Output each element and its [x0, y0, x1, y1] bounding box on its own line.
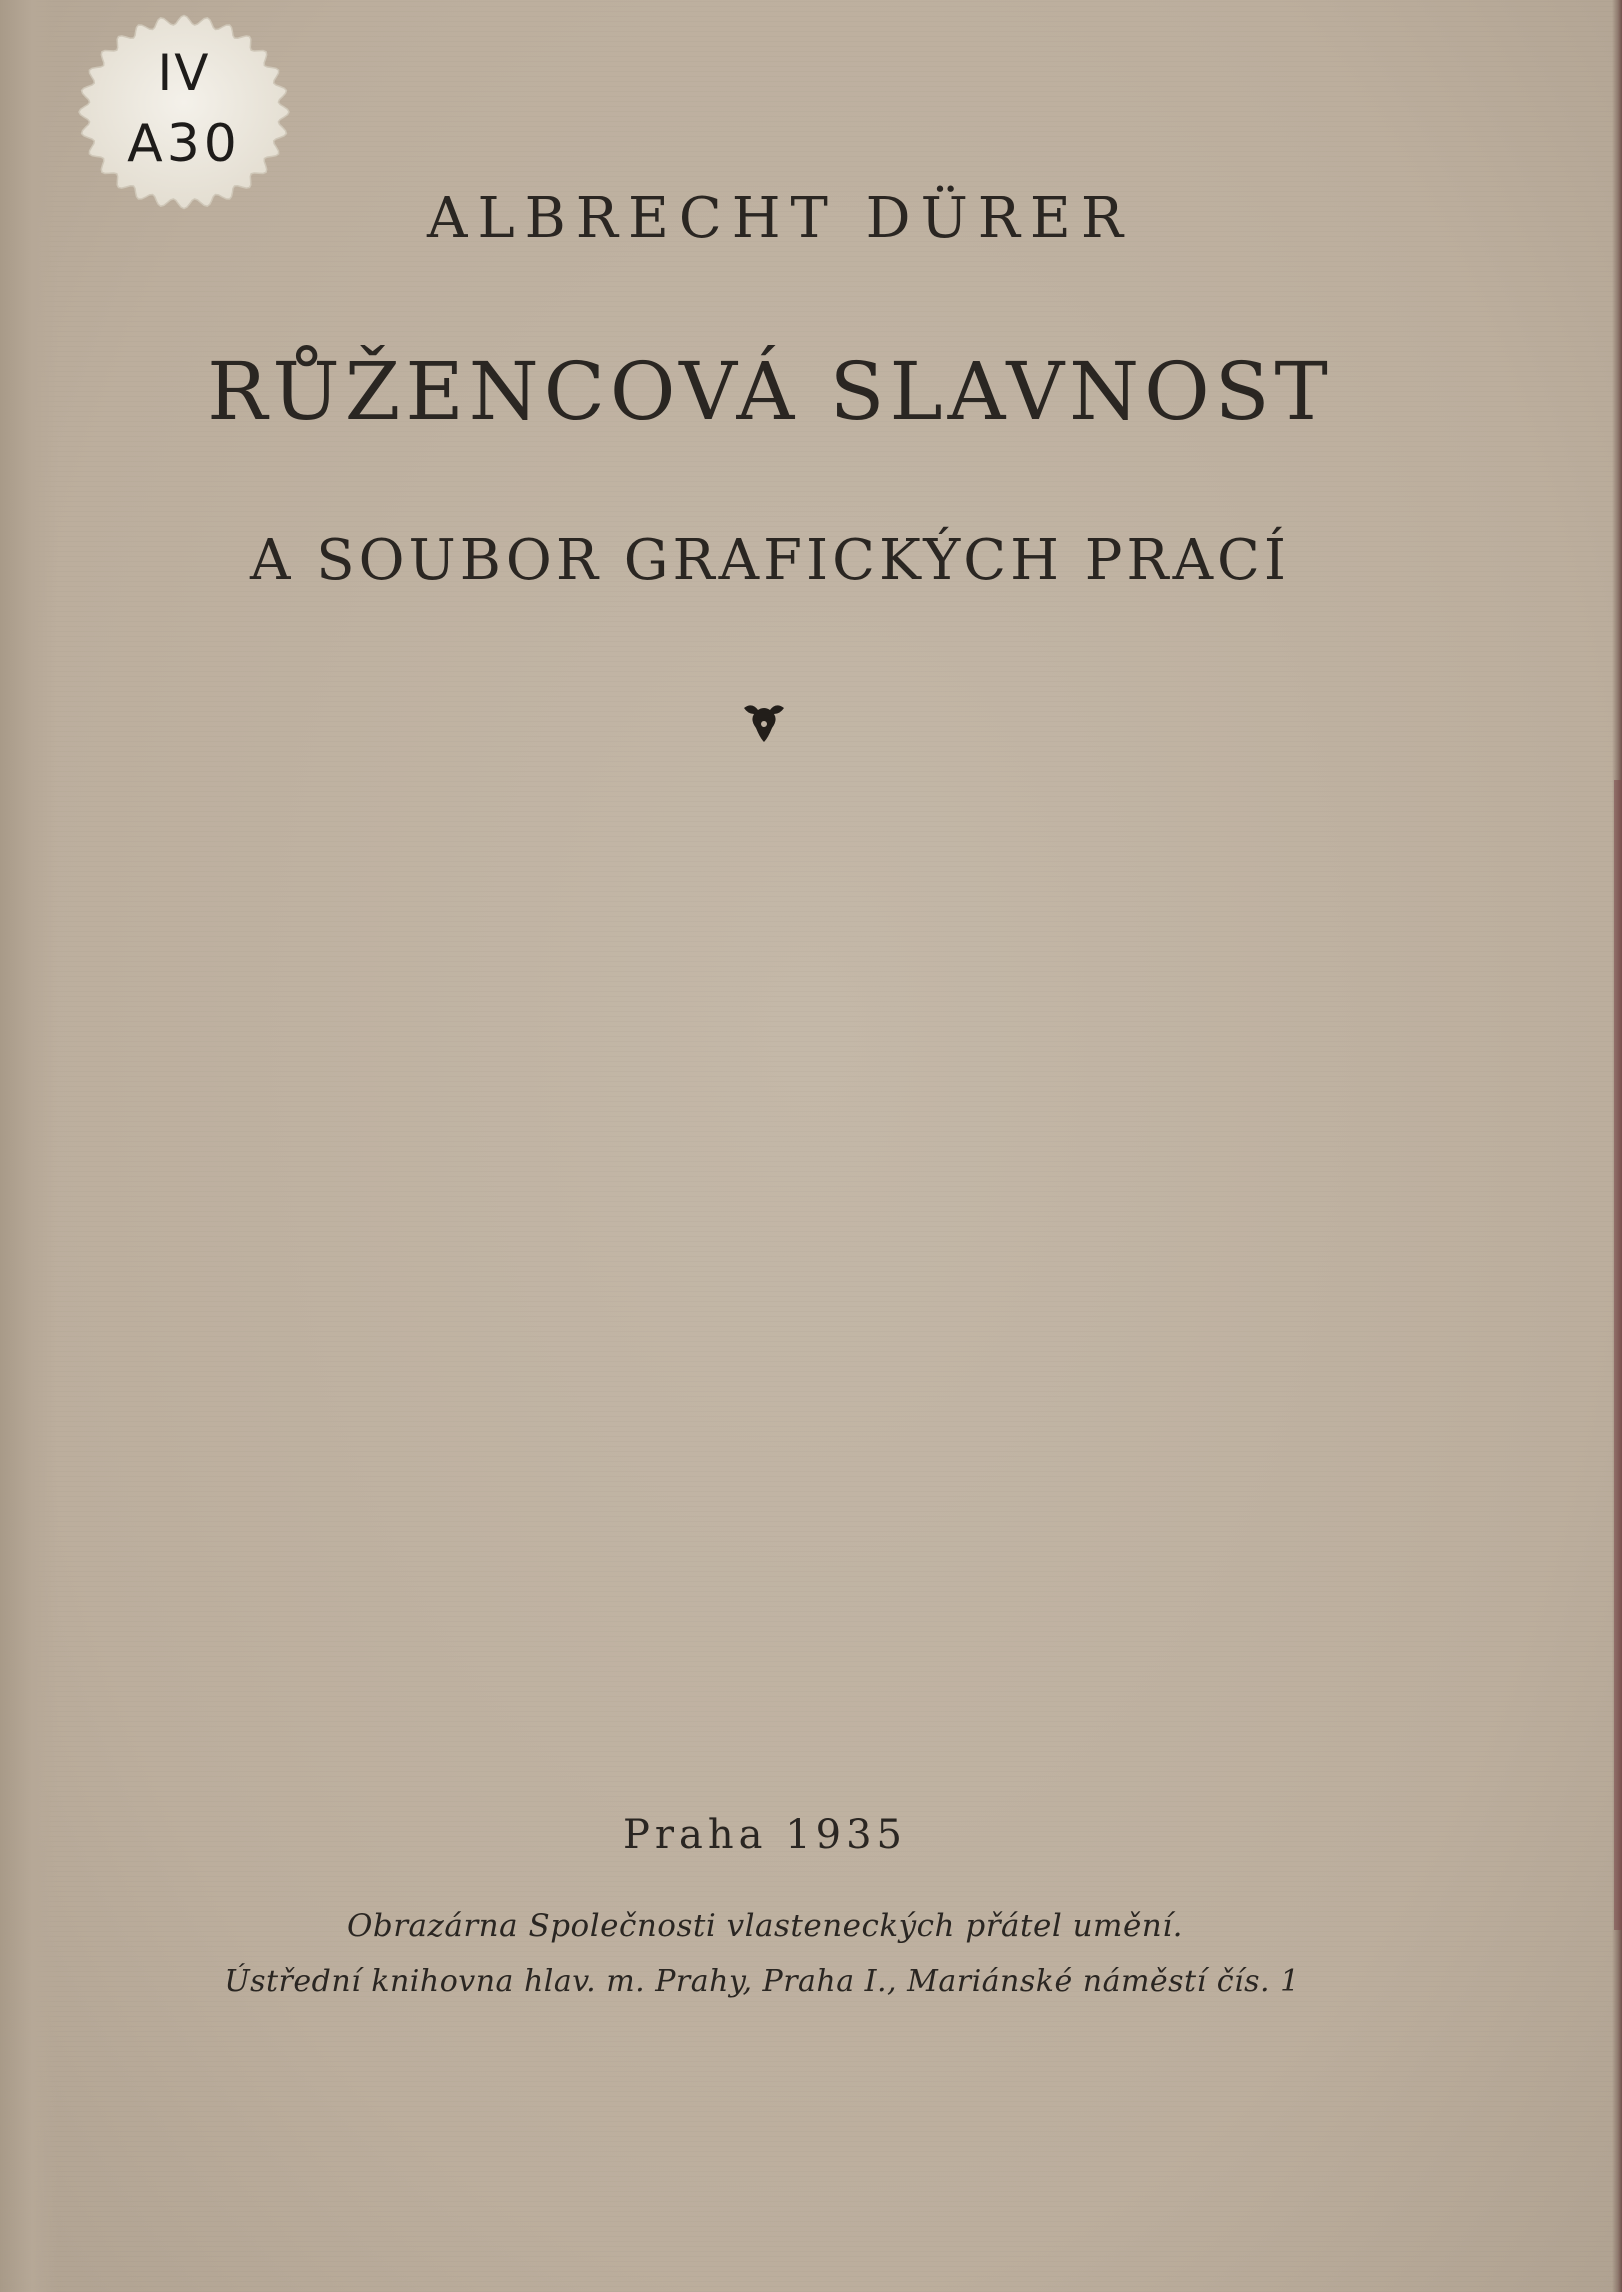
book-subtitle: A SOUBOR GRAFICKÝCH PRACÍ — [250, 528, 1290, 593]
shelf-mark-label — [78, 14, 290, 210]
fleuron-icon — [738, 698, 790, 750]
publisher-line: Obrazárna Společnosti vlasteneckých přátel umění. — [346, 1908, 1184, 1944]
shelf-mark-line-2: A30 — [127, 114, 241, 174]
shelf-mark-line-1: IV — [157, 44, 211, 102]
author-name: ALBRECHT DÜRER — [427, 186, 1133, 251]
book-title: RŮŽENCOVÁ SLAVNOST — [207, 345, 1333, 438]
spine-shadow — [0, 0, 58, 2292]
imprint-place-year: Praha 1935 — [622, 1812, 907, 1858]
library-stamp-line: Ústřední knihovna hlav. m. Prahy, Praha I., Mariánské náměstí čís. 1 — [224, 1964, 1300, 1999]
binding-edge — [1614, 780, 1622, 1930]
